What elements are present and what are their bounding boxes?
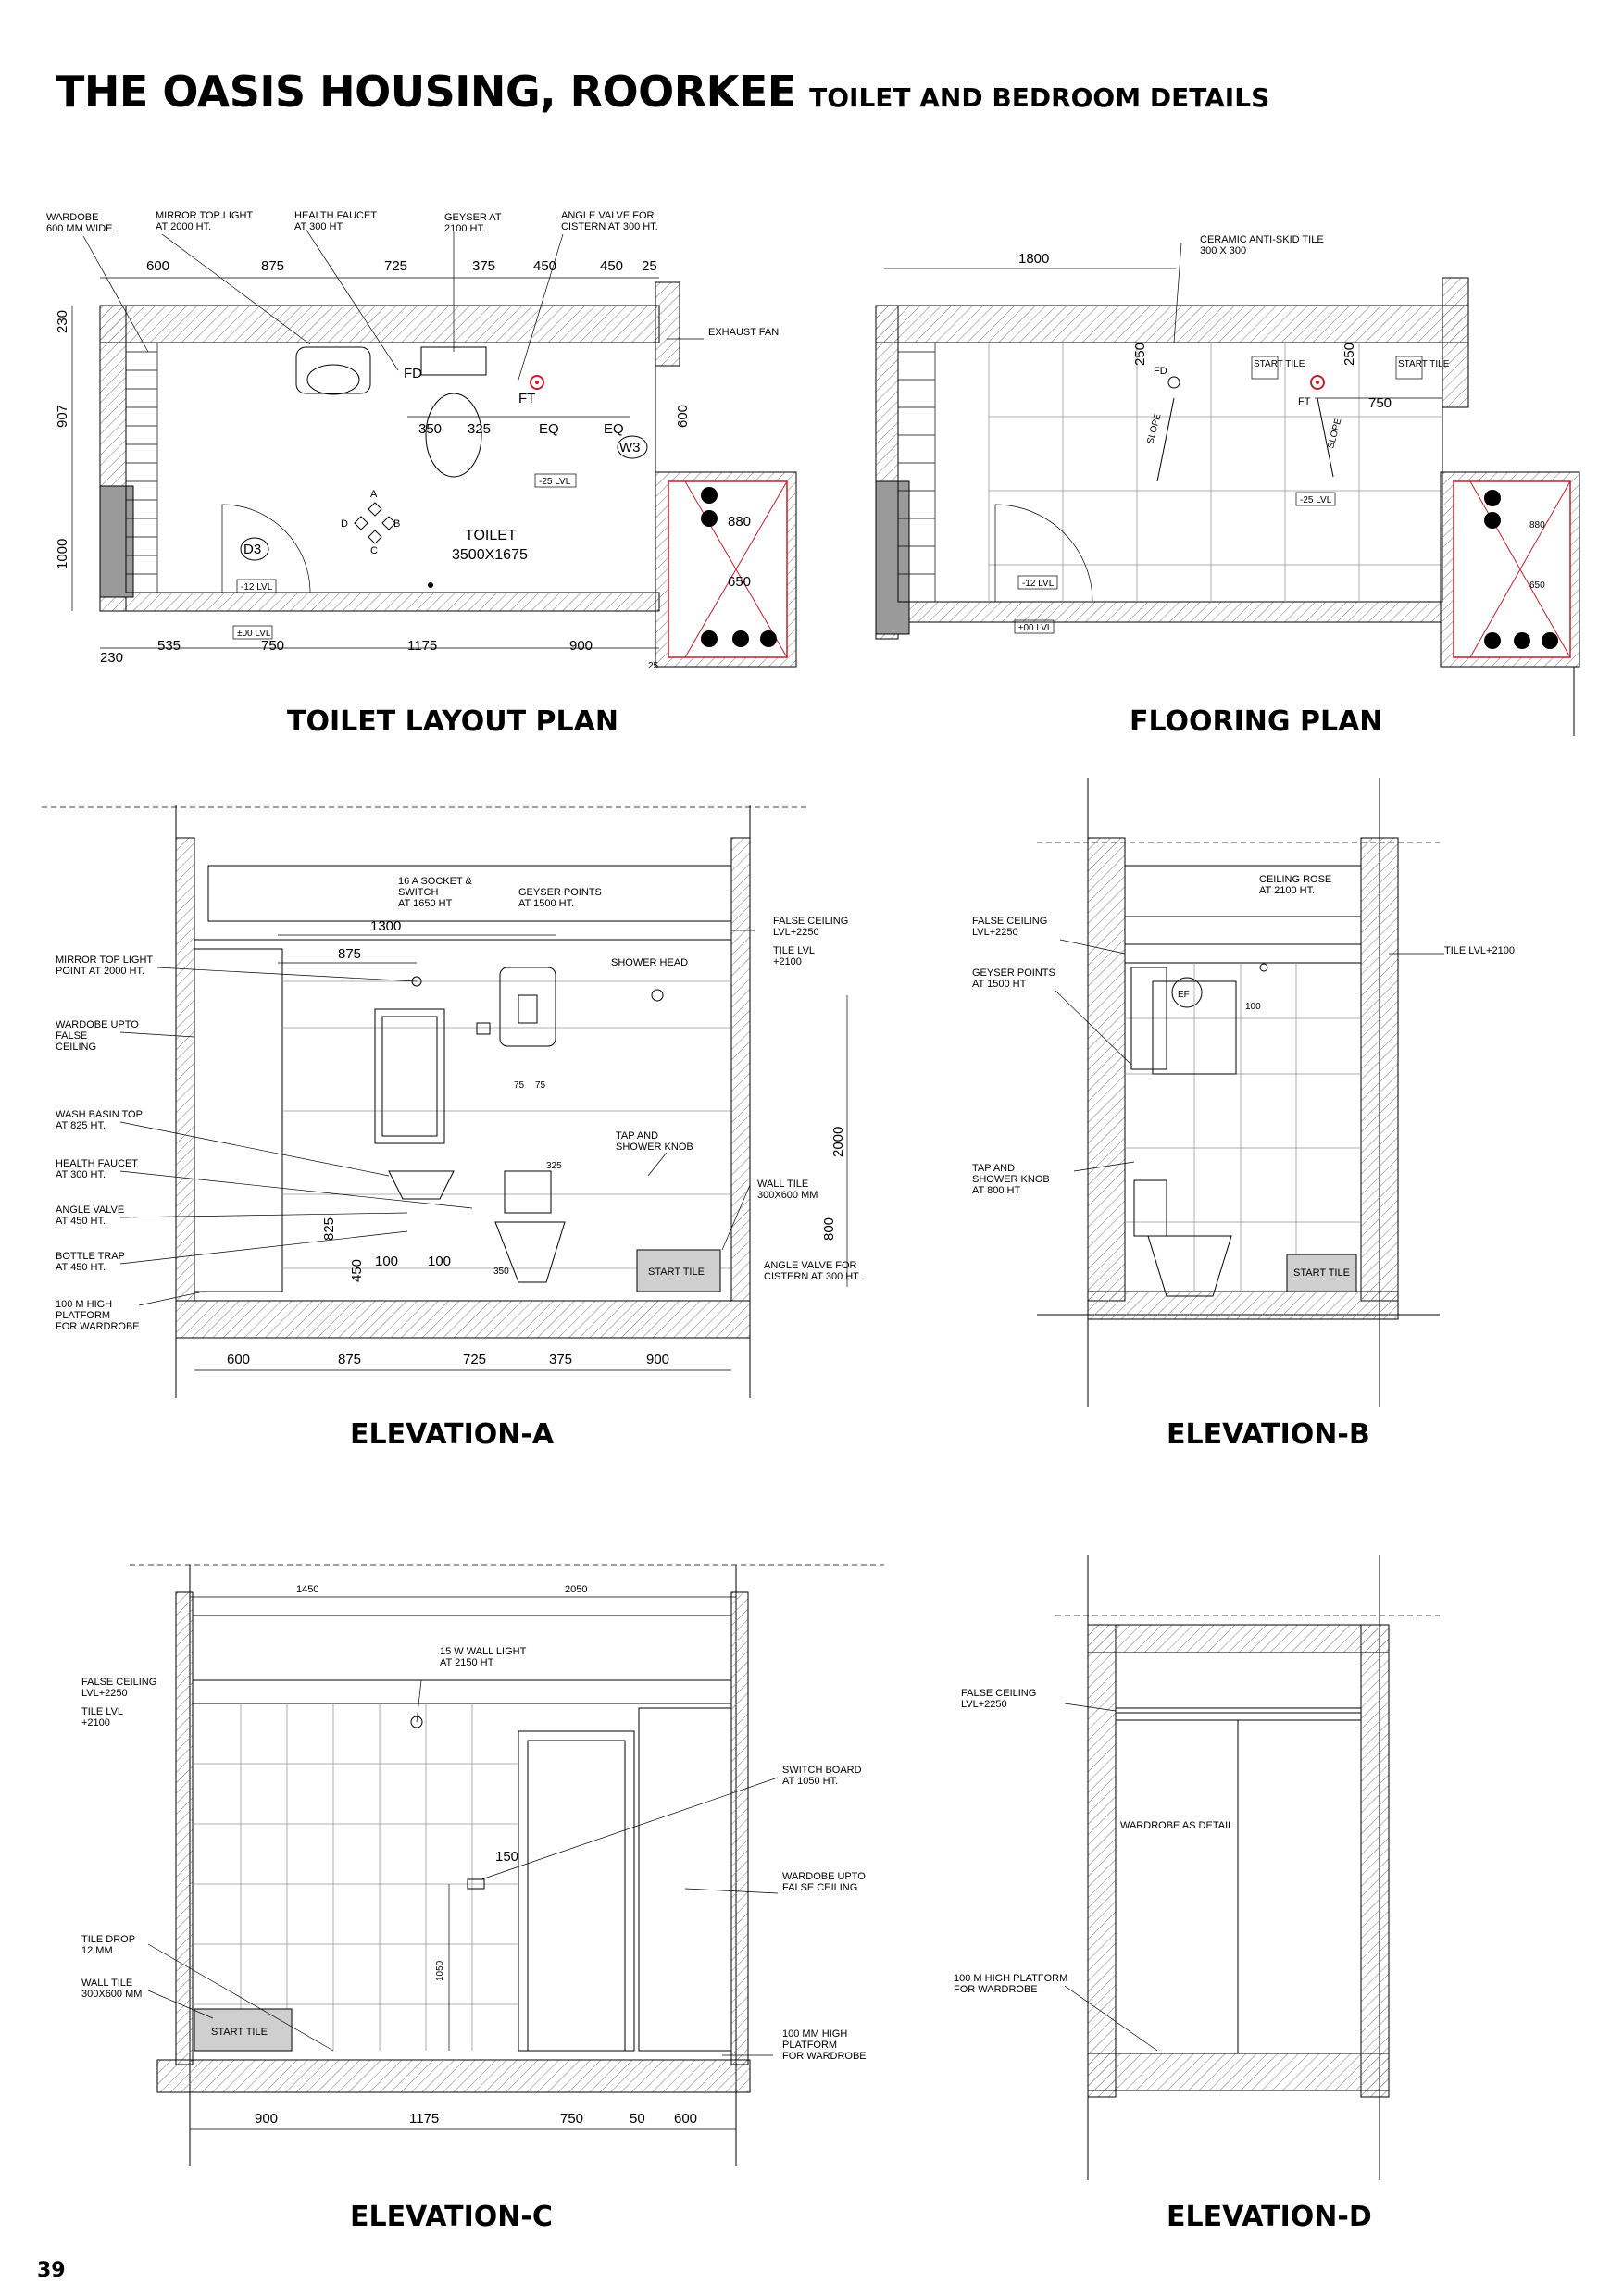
plan-right-wall xyxy=(655,282,680,366)
elev-b-note-rose: CEILING ROSE xyxy=(1259,874,1332,885)
elev-a-dim-bottom: 725 xyxy=(463,1352,487,1367)
elev-a-dim-bottom: 900 xyxy=(646,1352,670,1367)
elev-a-note-platform: PLATFORM xyxy=(56,1310,111,1321)
room-size: 3500X1675 xyxy=(452,547,528,563)
floor-ft: FT xyxy=(1298,396,1311,407)
elev-d-note-ceiling: LVL+2250 xyxy=(961,1699,1007,1710)
elev-c-note-tile-lvl: TILE LVL xyxy=(81,1706,124,1717)
project-title: THE OASIS HOUSING, ROORKEE xyxy=(56,67,796,117)
plan-dim-inner: EQ xyxy=(604,421,624,437)
elev-d-note-wardrobe: WARDROBE AS DETAIL xyxy=(1120,1820,1234,1831)
floor-dim: 750 xyxy=(1368,395,1392,411)
elev-b-wc xyxy=(1148,1236,1231,1296)
elev-c-note-tile-lvl: +2100 xyxy=(81,1717,110,1728)
elev-c-dim-top: 2050 xyxy=(565,1584,588,1595)
plan-dim-inner: EQ xyxy=(539,421,559,437)
elev-c-note-platform: FOR WARDROBE xyxy=(782,2051,867,2062)
elev-c-dim-top: 1450 xyxy=(296,1584,319,1595)
elevation-a xyxy=(42,805,861,1398)
elev-a-note-ceiling: LVL+2250 xyxy=(773,927,819,938)
elev-a-dim-bottom: 600 xyxy=(227,1352,251,1367)
elev-a-note-angle: AT 450 HT. xyxy=(56,1216,106,1227)
plan-dim-top: 725 xyxy=(384,258,408,274)
elev-b-note-geyser: GEYSER POINTS xyxy=(972,967,1055,979)
note-health-faucet: AT 300 HT. xyxy=(294,221,345,232)
elev-a-note-shower: SHOWER HEAD xyxy=(611,957,689,968)
note-angle-valve: ANGLE VALVE FOR xyxy=(561,210,655,221)
plan-dim-bottom: 1175 xyxy=(407,638,438,654)
elev-a-note-ceiling: FALSE CEILING xyxy=(773,916,849,927)
elev-c-dim-bottom: 750 xyxy=(560,2111,584,2127)
door-tag: D3 xyxy=(243,542,262,557)
note-wardrobe: WARDOBE xyxy=(46,212,99,223)
note-geyser: 2100 HT. xyxy=(444,223,486,234)
elev-b-ef: EF xyxy=(1178,990,1190,1000)
elev-a-dim-inner: 875 xyxy=(338,946,362,962)
elev-a-dim-inner: 325 xyxy=(546,1161,562,1171)
floor-level-room: -12 LVL xyxy=(1022,579,1055,589)
elev-a-note-faucet: AT 300 HT. xyxy=(56,1169,106,1180)
elev-a-note-platform: FOR WARDROBE xyxy=(56,1321,140,1332)
compass-b: B xyxy=(393,518,401,530)
elev-a-basin xyxy=(389,1171,454,1199)
plan-dim-left: 1000 xyxy=(55,538,70,569)
note-geyser: GEYSER AT xyxy=(444,212,502,223)
floor-dim: 880 xyxy=(1529,520,1545,530)
note-exhaust-fan: EXHAUST FAN xyxy=(708,327,780,338)
floor-level-zero: ±00 LVL xyxy=(1018,623,1053,633)
elev-b-note-tile: TILE LVL+2100 xyxy=(1444,945,1515,956)
plan-dim-top: 25 xyxy=(642,258,657,274)
plan-dim-bottom: 535 xyxy=(157,638,181,654)
elev-b-note-ceiling: FALSE CEILING xyxy=(972,916,1048,927)
elev-b-note-tap: TAP AND xyxy=(972,1163,1016,1174)
floor-slope-label: SLOPE xyxy=(1145,412,1164,445)
elev-a-start-tile: START TILE xyxy=(648,1267,705,1278)
plan-fd: FD xyxy=(404,366,422,381)
label-elevation-c: ELEVATION-C xyxy=(350,2201,553,2233)
plan-dim-inner: 350 xyxy=(418,421,443,437)
plan-wardrobe-block xyxy=(100,486,133,597)
elev-a-dim-inner: 100 xyxy=(428,1254,452,1269)
floor-dim-top: 1800 xyxy=(1018,251,1050,267)
elev-c-dim-inner: 1050 xyxy=(435,1960,445,1981)
elev-a-note-wardrobe: FALSE xyxy=(56,1030,88,1042)
elev-b-note-ceiling: LVL+2250 xyxy=(972,927,1018,938)
plan-dim-left: 907 xyxy=(55,404,70,428)
plan-level-room: -12 LVL xyxy=(241,582,273,593)
floor-start-tile: START TILE xyxy=(1254,359,1305,369)
elev-d-note-ceiling: FALSE CEILING xyxy=(961,1688,1037,1699)
toilet-layout-plan xyxy=(46,210,796,671)
plan-dim-bottom: 750 xyxy=(261,638,285,654)
elevation-d xyxy=(954,1555,1440,2180)
elev-d-note-platform: 100 M HIGH PLATFORM xyxy=(954,1973,1068,1984)
elev-a-dim-inner: 350 xyxy=(493,1267,509,1277)
floor-dim: 250 xyxy=(1342,342,1357,366)
elevation-b xyxy=(972,778,1515,1407)
elev-c-note-drop: 12 MM xyxy=(81,1945,113,1956)
note-wardrobe: 600 MM WIDE xyxy=(46,223,113,234)
elev-c-note-platform: PLATFORM xyxy=(782,2040,838,2051)
elev-a-note-tile-lvl: +2100 xyxy=(773,956,802,967)
elev-a-dim-inner: 75 xyxy=(535,1080,546,1091)
plan-dim-top: 600 xyxy=(146,258,170,274)
elev-a-note-wardrobe: CEILING xyxy=(56,1042,97,1053)
elev-a-dim-inner: 825 xyxy=(321,1217,337,1241)
elev-b-dim: 100 xyxy=(1245,1002,1261,1012)
elev-a-note-socket: AT 1650 HT xyxy=(398,898,453,909)
elev-a-cistern xyxy=(505,1171,551,1213)
elev-a-note-basin: WASH BASIN TOP xyxy=(56,1109,143,1120)
plan-dim-inner: 880 xyxy=(728,514,752,530)
elev-a-dim-inner: 450 xyxy=(349,1258,365,1282)
elev-a-note-tap: SHOWER KNOB xyxy=(616,1142,693,1153)
floor-note-tile: CERAMIC ANTI-SKID TILE xyxy=(1200,234,1324,245)
plan-level-toilet: -25 LVL xyxy=(539,477,571,487)
label-elevation-b: ELEVATION-B xyxy=(1167,1418,1370,1451)
label-flooring-plan: FLOORING PLAN xyxy=(1130,705,1383,738)
sheet-subtitle: TOILET AND BEDROOM DETAILS xyxy=(809,82,1270,113)
plan-dim-left: 230 xyxy=(55,309,70,333)
elev-a-note-faucet: HEALTH FAUCET xyxy=(56,1158,139,1169)
elev-a-note-angle: ANGLE VALVE xyxy=(56,1204,125,1216)
elev-c-dim-bottom: 50 xyxy=(630,2111,645,2127)
elev-c-dim-bottom: 1175 xyxy=(409,2111,440,2127)
elev-a-note-socket: SWITCH xyxy=(398,887,439,898)
plan-top-wall xyxy=(100,306,659,343)
elev-a-note-geyser: GEYSER POINTS xyxy=(518,887,602,898)
plan-dim-inner: 650 xyxy=(728,574,752,590)
compass-d: D xyxy=(341,518,348,530)
elev-a-note-tap: TAP AND xyxy=(616,1130,659,1142)
compass-c: C xyxy=(370,545,378,556)
elev-a-dim-inner: 2000 xyxy=(830,1126,846,1157)
elev-a-dim-bottom: 875 xyxy=(338,1352,362,1367)
page-number: 39 xyxy=(37,2259,66,2282)
elev-a-note-trap: BOTTLE TRAP xyxy=(56,1251,125,1262)
elev-b-start-tile: START TILE xyxy=(1293,1267,1350,1279)
elev-c-note-wardrobe: FALSE CEILING xyxy=(782,1882,858,1893)
elev-c-note-light: 15 W WALL LIGHT xyxy=(440,1646,527,1657)
floor-start-tile: START TILE xyxy=(1398,359,1450,369)
elev-c-dim-inner: 150 xyxy=(495,1849,519,1865)
elevation-c xyxy=(81,1565,884,2166)
elev-c-note-ceiling: FALSE CEILING xyxy=(81,1677,157,1688)
plan-wash-basin xyxy=(296,347,370,393)
elev-c-start-tile: START TILE xyxy=(211,2027,268,2038)
floor-fd: FD xyxy=(1154,366,1167,377)
floor-level-toilet: -25 LVL xyxy=(1300,495,1332,505)
elev-b-note-tap: AT 800 HT xyxy=(972,1185,1021,1196)
note-health-faucet: HEALTH FAUCET xyxy=(294,210,378,221)
elev-c-note-platform: 100 MM HIGH xyxy=(782,2028,848,2040)
elev-c-note-drop: TILE DROP xyxy=(81,1934,136,1945)
elev-a-dim-bottom: 375 xyxy=(549,1352,573,1367)
elev-c-note-wall-tile: WALL TILE xyxy=(81,1978,133,1989)
elev-c-note-switch: AT 1050 HT. xyxy=(782,1776,839,1787)
plan-dim-top: 875 xyxy=(261,258,285,274)
elev-d-note-platform: FOR WARDROBE xyxy=(954,1984,1038,1995)
room-name: TOILET xyxy=(465,528,517,543)
elev-c-note-wall-tile: 300X600 MM xyxy=(81,1989,143,2000)
elev-a-note-angle-cistern: CISTERN AT 300 HT. xyxy=(764,1271,861,1282)
plan-dim-bottom: 230 xyxy=(100,650,124,666)
elev-a-note-platform: 100 M HIGH xyxy=(56,1299,113,1310)
plan-dim-top: 450 xyxy=(600,258,624,274)
elev-a-dim-inner: 1300 xyxy=(370,918,402,934)
window-tag: W3 xyxy=(619,440,641,455)
elev-c-note-wardrobe: WARDOBE UPTO xyxy=(782,1871,866,1882)
floor-dim: 650 xyxy=(1529,580,1545,591)
elev-b-cistern xyxy=(1134,1180,1167,1236)
elev-c-door xyxy=(518,1731,634,2051)
elev-c-dim-bottom: 900 xyxy=(255,2111,279,2127)
elev-a-note-wardrobe: WARDOBE UPTO xyxy=(56,1019,139,1030)
elev-a-dim-inner: 75 xyxy=(514,1080,525,1091)
plan-bottom-wall xyxy=(126,593,659,611)
elev-a-note-geyser: AT 1500 HT. xyxy=(518,898,575,909)
elev-b-note-geyser: AT 1500 HT xyxy=(972,979,1027,990)
elev-a-dim-inner: 100 xyxy=(375,1254,399,1269)
note-mirror-light: MIRROR TOP LIGHT xyxy=(156,210,254,221)
elev-a-note-wall-tile: 300X600 MM xyxy=(757,1190,818,1201)
note-mirror-light: AT 2000 HT. xyxy=(156,221,212,232)
elev-c-note-light: AT 2150 HT xyxy=(440,1657,494,1668)
elev-c-wardrobe xyxy=(639,1708,731,2051)
elev-b-note-tap: SHOWER KNOB xyxy=(972,1174,1050,1185)
elev-c-note-switch: SWITCH BOARD xyxy=(782,1765,862,1776)
plan-dim-top: 450 xyxy=(533,258,557,274)
elev-a-geyser xyxy=(500,967,556,1046)
plan-level-zero: ±00 LVL xyxy=(237,629,271,639)
elev-c-note-ceiling: LVL+2250 xyxy=(81,1688,128,1699)
elev-b-note-rose: AT 2100 HT. xyxy=(1259,885,1316,896)
floor-dim: 250 xyxy=(1132,342,1148,366)
plan-dim-bottom: 25 xyxy=(648,661,659,671)
floor-slope-label: SLOPE xyxy=(1326,417,1344,450)
elev-c-dim-bottom: 600 xyxy=(674,2111,698,2127)
elev-a-note-mirror: MIRROR TOP LIGHT xyxy=(56,955,154,966)
elev-a-dim-inner: 800 xyxy=(821,1217,837,1241)
label-toilet-layout-plan: TOILET LAYOUT PLAN xyxy=(287,705,618,738)
elev-a-note-angle-cistern: ANGLE VALVE FOR xyxy=(764,1260,857,1271)
plan-dim-inner: 325 xyxy=(468,421,492,437)
elev-a-note-wall-tile: WALL TILE xyxy=(757,1179,809,1190)
flooring-plan xyxy=(876,234,1579,736)
label-elevation-d: ELEVATION-D xyxy=(1167,2201,1372,2233)
elev-a-note-socket: 16 A SOCKET & xyxy=(398,876,472,887)
plan-dim-inner: 600 xyxy=(675,404,691,428)
plan-dim-bottom: 900 xyxy=(569,638,593,654)
compass-a: A xyxy=(370,489,378,500)
floor-note-tile: 300 X 300 xyxy=(1200,245,1247,256)
elev-a-note-trap: AT 450 HT. xyxy=(56,1262,106,1273)
elev-a-mirror xyxy=(375,1009,444,1143)
floor-tile-grid xyxy=(989,343,1442,602)
plan-ft: FT xyxy=(518,391,536,406)
elev-a-note-mirror: POINT AT 2000 HT. xyxy=(56,966,144,977)
note-angle-valve: CISTERN AT 300 HT. xyxy=(561,221,658,232)
plan-dim-top: 375 xyxy=(472,258,496,274)
elev-a-note-basin: AT 825 HT. xyxy=(56,1120,106,1131)
slope-arrow xyxy=(1157,398,1174,481)
label-elevation-a: ELEVATION-A xyxy=(350,1418,555,1451)
elev-a-note-tile-lvl: TILE LVL xyxy=(773,945,816,956)
